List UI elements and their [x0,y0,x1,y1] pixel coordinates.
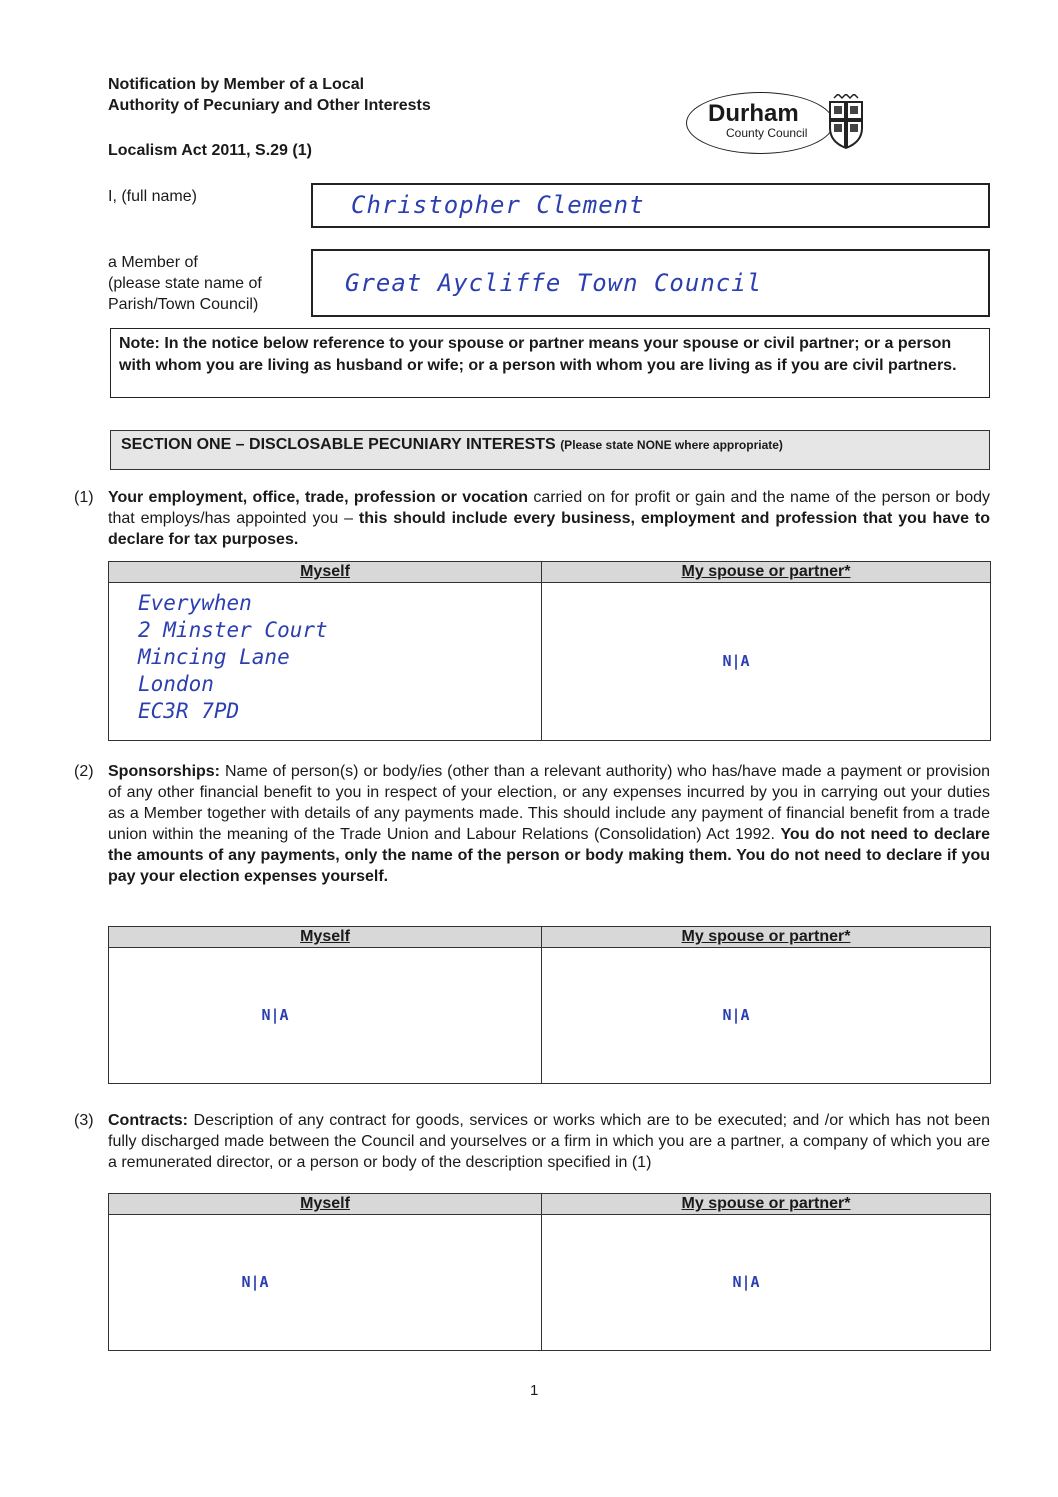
form-title-line-2: Authority of Pecuniary and Other Interests [108,97,431,114]
q2-body: Name of person(s) or body/ies (other than a relevant authority) who has/have made a payment or provision of any other financial benefit to you in respect of your election, or any expenses incurred by you in carrying out your duties as a Member together with details of any payments made. This should include any payment of financial benefit from a trade union within the meaning of the Trade Union and Labour Relations (Consolidation) Act 1992. [108,763,990,843]
q1-bold-2: this should include every business, employment and profession that you have to declare for tax purposes. [108,510,991,548]
council-name-value: Great Aycliffe Town Council [345,269,763,297]
q3-myself-answer: N|A [241,1273,269,1291]
q1-myself-line-5: EC3R 7PD [138,699,240,723]
q1-body: carried on for profit or gain and the name of the person or body that employs/has appointed you – [108,489,991,527]
act-reference: Localism Act 2011, S.29 (1) [108,142,312,159]
q1-myself-line-4: London [138,672,214,696]
member-label-line-1: a Member of [108,254,198,271]
q1-bold-1: Your employment, office, trade, profession or vocation [108,489,529,506]
q2-bold-2: You do not need to declare the amounts of any payments, only the name of the person or body making them. You do not need to declare if you pay your election expenses yourself. [108,826,991,885]
full-name-field[interactable] [311,183,990,228]
q3-bold-1: Contracts: [108,1112,189,1129]
council-name-field[interactable] [311,249,990,317]
q1-myself-cell[interactable] [109,583,542,741]
q2-text [108,761,990,887]
q1-table [108,561,991,741]
q1-number: (1) [74,489,94,506]
q2-spouse-cell[interactable] [542,948,991,1084]
q1-myself-line-3: Mincing Lane [138,645,290,669]
q2-bold-1: Sponsorships: [108,763,221,780]
q1-text [108,487,990,550]
durham-logo [686,84,878,156]
q2-myself-cell[interactable] [109,948,542,1084]
q2-myself-answer: N|A [261,1006,289,1024]
full-name-value: Christopher Clement [351,191,645,219]
form-title [108,74,431,116]
section-one-header [110,430,990,470]
q1-header-spouse: My spouse or partner* [542,562,991,583]
section-one-hint: (Please state NONE where appropriate) [560,438,783,452]
form-title-line-1: Notification by Member of a Local [108,76,365,93]
logo-subtitle: County Council [726,126,808,140]
q3-header-myself: Myself [109,1194,542,1215]
q2-header-spouse: My spouse or partner* [542,927,991,948]
q2-spouse-answer: N|A [722,1006,750,1024]
q1-spouse-answer: N|A [722,652,750,670]
member-of-label [108,252,262,315]
member-label-line-2: (please state name of [108,275,262,292]
q3-myself-cell[interactable] [109,1215,542,1351]
page-number: 1 [530,1382,539,1399]
q3-spouse-answer: N|A [732,1273,760,1291]
q1-spouse-cell[interactable] [542,583,991,741]
q3-spouse-cell[interactable] [542,1215,991,1351]
q3-number: (3) [74,1112,94,1129]
q1-myself-line-2: 2 Minster Court [138,618,328,642]
spouse-note: Note: In the notice below reference to your spouse or partner means your spouse or civil partner; or a person with whom you are living as husband or wife; or a person with whom you are living as if you are civil partners. [110,328,990,398]
q2-header-myself: Myself [109,927,542,948]
q3-text [108,1110,990,1173]
logo-title: Durham [708,100,799,127]
q3-header-spouse: My spouse or partner* [542,1194,991,1215]
q2-number: (2) [74,763,94,780]
full-name-label: I, (full name) [108,188,197,205]
q1-myself-line-1: Everywhen [138,591,252,615]
coat-of-arms-icon [824,94,868,150]
q3-body: Description of any contract for goods, services or works which are to be executed; and /or which has not been fully discharged made between the Council and yourselves or a firm in which you are a partner, a company of which you are a remunerated director, or a person or body of the description specified in (1) [108,1112,990,1171]
q1-header-myself: Myself [109,562,542,583]
q1-myself-answer [110,584,540,725]
q2-table [108,926,991,1084]
q3-table [108,1193,991,1351]
member-label-line-3: Parish/Town Council) [108,296,259,313]
section-one-title: SECTION ONE – DISCLOSABLE PECUNIARY INTERESTS [121,436,556,453]
